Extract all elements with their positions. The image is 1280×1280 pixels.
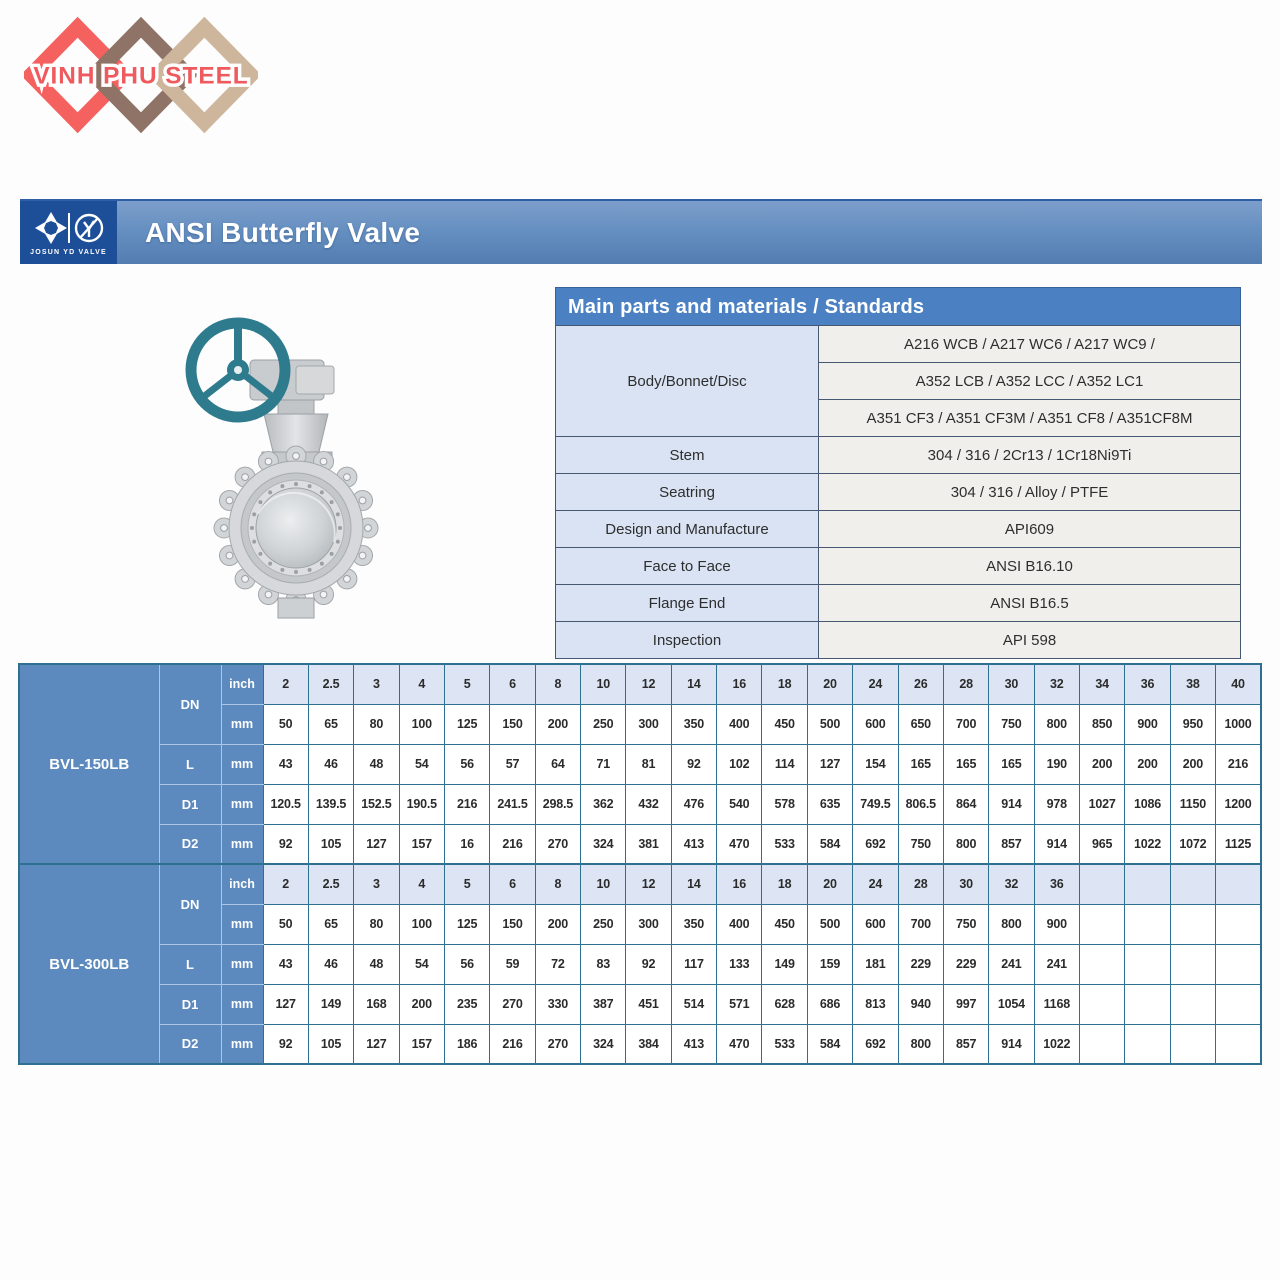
dim-value: 20 [807,864,852,904]
material-value: ANSI B16.5 [819,585,1241,622]
dim-value: 48 [354,744,399,784]
dim-value: 628 [762,984,807,1024]
param-label: D2 [159,824,221,864]
dim-value: 692 [853,1024,898,1064]
dim-value: 800 [898,1024,943,1064]
dim-value: 2.5 [308,864,353,904]
param-label: DN [159,664,221,744]
dim-value: 450 [762,904,807,944]
dim-value: 1054 [989,984,1034,1024]
dim-value: 165 [989,744,1034,784]
dim-value: 43 [263,944,308,984]
dim-value: 470 [717,1024,762,1064]
dim-value [1079,944,1124,984]
dim-value [1170,1024,1215,1064]
dim-value: 250 [581,704,626,744]
dim-value: 36 [1034,864,1079,904]
dim-value: 900 [1034,904,1079,944]
material-value: 304 / 316 / 2Cr13 / 1Cr18Ni9Ti [819,437,1241,474]
dim-value [1079,864,1124,904]
param-label: D1 [159,784,221,824]
dim-value: 500 [807,704,852,744]
dim-value: 500 [807,904,852,944]
dim-value: 50 [263,904,308,944]
dim-value: 324 [581,1024,626,1064]
dim-value: 4 [399,864,444,904]
dim-value: 476 [671,784,716,824]
dim-value: 165 [943,744,988,784]
material-label: Stem [556,437,819,474]
material-row [556,622,1241,659]
dim-value: 165 [898,744,943,784]
unit-label: mm [221,744,263,784]
dim-value: 150 [490,904,535,944]
dim-value: 152.5 [354,784,399,824]
dim-value: 413 [671,1024,716,1064]
gearbox-base [278,400,314,414]
dim-value: 864 [943,784,988,824]
dim-value: 200 [399,984,444,1024]
dim-value: 1200 [1216,784,1261,824]
model-label: BVL-300LB [19,864,159,1064]
dim-value: 28 [898,864,943,904]
dim-value: 14 [671,864,716,904]
param-label: D1 [159,984,221,1024]
dim-value: 80 [354,704,399,744]
material-label: Design and Manufacture [556,511,819,548]
brand-logo-graphic [24,12,258,136]
dim-value: 1027 [1079,784,1124,824]
model-label: BVL-150LB [19,664,159,864]
dim-value: 16 [444,824,489,864]
dim-value: 30 [943,864,988,904]
dim-row [19,1024,1261,1064]
unit-label: inch [221,864,263,904]
dim-value [1216,864,1261,904]
dim-value: 28 [943,664,988,704]
dim-value: 384 [626,1024,671,1064]
dim-value: 92 [263,1024,308,1064]
dim-value: 400 [717,704,762,744]
dim-value: 5 [444,864,489,904]
materials-title: Main parts and materials / Standards [555,287,1241,325]
param-label: DN [159,864,221,944]
dim-value: 30 [989,664,1034,704]
dim-value: 750 [989,704,1034,744]
dim-value: 578 [762,784,807,824]
dim-value: 686 [807,984,852,1024]
dim-value: 20 [807,664,852,704]
dim-value: 1150 [1170,784,1215,824]
dim-value [1170,864,1215,904]
dim-value: 50 [263,704,308,744]
dim-value: 940 [898,984,943,1024]
dim-value: 330 [535,984,580,1024]
dim-value [1170,984,1215,1024]
dim-value: 216 [444,784,489,824]
unit-label: mm [221,1024,263,1064]
dim-value: 200 [535,904,580,944]
dim-row [19,984,1261,1024]
dim-value: 18 [762,664,807,704]
dim-value: 159 [807,944,852,984]
dim-value: 300 [626,904,671,944]
dim-value: 400 [717,904,762,944]
dim-value: 8 [535,864,580,904]
dim-value [1216,1024,1261,1064]
dim-value: 914 [1034,824,1079,864]
dim-value: 40 [1216,664,1261,704]
dim-value: 10 [581,664,626,704]
dim-value: 92 [626,944,671,984]
unit-label: mm [221,944,263,984]
dim-row [19,824,1261,864]
dim-value: 584 [807,1024,852,1064]
material-label: Flange End [556,585,819,622]
dim-value: 139.5 [308,784,353,824]
param-label: L [159,944,221,984]
dim-value: 114 [762,744,807,784]
material-value: 304 / 316 / Alloy / PTFE [819,474,1241,511]
material-row [556,474,1241,511]
dim-value: 6 [490,664,535,704]
dim-row [19,664,1261,704]
dim-value: 32 [1034,664,1079,704]
dim-value: 216 [1216,744,1261,784]
dim-value: 102 [717,744,762,784]
dim-value [1125,864,1170,904]
dim-value: 600 [853,904,898,944]
dim-value: 470 [717,824,762,864]
material-label: Body/Bonnet/Disc [556,326,819,437]
dim-value: 900 [1125,704,1170,744]
dim-value: 133 [717,944,762,984]
dim-value: 81 [626,744,671,784]
dim-value: 46 [308,744,353,784]
dim-value: 200 [1125,744,1170,784]
dim-value: 978 [1034,784,1079,824]
dim-value: 56 [444,944,489,984]
dim-value: 692 [853,824,898,864]
dim-value: 3 [354,864,399,904]
param-label: L [159,744,221,784]
dim-row [19,864,1261,904]
material-value: A216 WCB / A217 WC6 / A217 WC9 / [819,326,1241,363]
dim-value: 72 [535,944,580,984]
dim-value: 105 [308,824,353,864]
dim-value: 100 [399,704,444,744]
dim-value: 46 [308,944,353,984]
dim-value: 650 [898,704,943,744]
dim-value: 1022 [1125,824,1170,864]
dim-value: 149 [308,984,353,1024]
dim-value: 229 [943,944,988,984]
maltese-cross-icon [35,212,67,244]
dim-value: 749.5 [853,784,898,824]
dim-value: 5 [444,664,489,704]
dim-value: 432 [626,784,671,824]
param-label: D2 [159,1024,221,1064]
dim-value: 125 [444,904,489,944]
bottom-tab [278,598,314,618]
dim-value: 1000 [1216,704,1261,744]
dim-value: 533 [762,824,807,864]
dim-value: 241 [989,944,1034,984]
dim-value: 700 [943,704,988,744]
material-value: ANSI B16.10 [819,548,1241,585]
dim-value: 127 [354,824,399,864]
material-label: Inspection [556,622,819,659]
brand-text: VINH PHU STEEL [33,62,249,90]
dim-value: 700 [898,904,943,944]
dim-value: 1086 [1125,784,1170,824]
dim-value: 241 [1034,944,1079,984]
dim-value [1125,944,1170,984]
dim-value: 157 [399,824,444,864]
dim-value [1216,904,1261,944]
dim-value: 2 [263,664,308,704]
gearbox-cover [296,366,334,394]
material-row [556,548,1241,585]
unit-label: mm [221,904,263,944]
dim-value: 800 [943,824,988,864]
dim-value: 149 [762,944,807,984]
dim-value [1079,984,1124,1024]
dim-value: 168 [354,984,399,1024]
dim-value: 800 [989,904,1034,944]
dim-value: 56 [444,744,489,784]
brand-logo [24,12,258,136]
dim-value: 914 [989,1024,1034,1064]
dim-value: 750 [898,824,943,864]
dim-value: 270 [490,984,535,1024]
material-value: API609 [819,511,1241,548]
dim-value: 186 [444,1024,489,1064]
dim-value: 154 [853,744,898,784]
dim-value: 965 [1079,824,1124,864]
dim-value: 24 [853,864,898,904]
dim-value: 584 [807,824,852,864]
dim-value: 127 [354,1024,399,1064]
dim-value: 857 [989,824,1034,864]
manufacturer-logo-box [20,201,117,264]
dim-row [19,944,1261,984]
dim-value: 14 [671,664,716,704]
dim-row [19,784,1261,824]
dim-value: 65 [308,904,353,944]
dim-value: 125 [444,704,489,744]
dim-value: 950 [1170,704,1215,744]
butterfly-valve-image [158,306,460,640]
materials-section [555,287,1241,659]
valve-disc [256,488,336,568]
dim-value: 200 [535,704,580,744]
dim-row [19,744,1261,784]
dim-value: 48 [354,944,399,984]
dim-value: 2 [263,864,308,904]
dim-value: 32 [989,864,1034,904]
header-bar [20,199,1262,264]
dim-value: 1168 [1034,984,1079,1024]
dim-value: 18 [762,864,807,904]
dim-table-bvl-150lb [18,663,1262,865]
dim-value: 65 [308,704,353,744]
dim-value: 750 [943,904,988,944]
dim-value: 300 [626,704,671,744]
dim-value: 3 [354,664,399,704]
dim-value: 813 [853,984,898,1024]
dim-table-bvl-300lb [18,863,1262,1065]
dim-value: 362 [581,784,626,824]
dim-value: 270 [535,1024,580,1064]
dim-value: 64 [535,744,580,784]
dim-value: 857 [943,1024,988,1064]
logo-caption: JOSUN YD VALVE [30,248,107,256]
dim-value: 59 [490,944,535,984]
dim-value: 200 [1079,744,1124,784]
dim-value: 450 [762,704,807,744]
unit-label: inch [221,664,263,704]
dim-value: 16 [717,864,762,904]
dim-value: 381 [626,824,671,864]
dim-value: 997 [943,984,988,1024]
material-row [556,585,1241,622]
dim-value: 2.5 [308,664,353,704]
material-row [556,437,1241,474]
dim-value: 190 [1034,744,1079,784]
dim-value: 216 [490,824,535,864]
dim-value: 127 [807,744,852,784]
dim-value: 324 [581,824,626,864]
dim-value: 1125 [1216,824,1261,864]
dim-value: 850 [1079,704,1124,744]
dim-value: 57 [490,744,535,784]
dim-value [1079,1024,1124,1064]
dim-value [1216,984,1261,1024]
dim-value: 10 [581,864,626,904]
dim-value: 80 [354,904,399,944]
dim-value: 600 [853,704,898,744]
dim-value: 34 [1079,664,1124,704]
dim-value: 914 [989,784,1034,824]
dim-value [1125,1024,1170,1064]
butterfly-valve-graphic [158,306,460,640]
dim-value: 350 [671,904,716,944]
dim-value: 229 [898,944,943,984]
dim-value: 92 [263,824,308,864]
dim-value: 54 [399,944,444,984]
dim-value: 16 [717,664,762,704]
dim-value [1125,904,1170,944]
material-value: A351 CF3 / A351 CF3M / A351 CF8 / A351CF8M [819,400,1241,437]
dim-value: 43 [263,744,308,784]
dim-value [1079,904,1124,944]
dim-value: 36 [1125,664,1170,704]
dim-value: 83 [581,944,626,984]
dim-value: 806.5 [898,784,943,824]
dim-value: 241.5 [490,784,535,824]
dim-value: 4 [399,664,444,704]
dim-value: 6 [490,864,535,904]
dim-value: 12 [626,664,671,704]
dim-value: 105 [308,1024,353,1064]
dim-value: 150 [490,704,535,744]
dim-value: 1022 [1034,1024,1079,1064]
dim-value: 190.5 [399,784,444,824]
material-label: Face to Face [556,548,819,585]
dim-value: 270 [535,824,580,864]
material-row [556,326,1241,363]
dim-value: 350 [671,704,716,744]
dim-value: 24 [853,664,898,704]
dim-value: 127 [263,984,308,1024]
dim-value [1170,904,1215,944]
dim-value: 100 [399,904,444,944]
materials-table [555,325,1241,659]
dim-value: 451 [626,984,671,1024]
dim-value: 298.5 [535,784,580,824]
dim-value [1170,944,1215,984]
page-title: ANSI Butterfly Valve [145,216,421,248]
yd-monogram-icon [76,215,102,241]
dim-value: 8 [535,664,580,704]
dimensions-section [18,663,1262,1065]
dim-value: 635 [807,784,852,824]
dim-value: 12 [626,864,671,904]
dim-value: 800 [1034,704,1079,744]
unit-label: mm [221,704,263,744]
dim-value: 387 [581,984,626,1024]
dim-value: 120.5 [263,784,308,824]
dim-value [1125,984,1170,1024]
dim-value: 533 [762,1024,807,1064]
dim-value: 571 [717,984,762,1024]
material-label: Seatring [556,474,819,511]
dim-value: 157 [399,1024,444,1064]
dim-value: 26 [898,664,943,704]
material-value: API 598 [819,622,1241,659]
dim-value: 250 [581,904,626,944]
material-row [556,511,1241,548]
dim-value: 92 [671,744,716,784]
unit-label: mm [221,984,263,1024]
dim-value: 200 [1170,744,1215,784]
material-value: A352 LCB / A352 LCC / A352 LC1 [819,363,1241,400]
dim-value: 181 [853,944,898,984]
unit-label: mm [221,784,263,824]
unit-label: mm [221,824,263,864]
dim-value: 540 [717,784,762,824]
dim-value: 413 [671,824,716,864]
dim-value: 54 [399,744,444,784]
dim-value: 235 [444,984,489,1024]
dim-value: 71 [581,744,626,784]
dim-value: 216 [490,1024,535,1064]
dim-value [1216,944,1261,984]
manufacturer-logo [31,210,107,246]
dim-value: 1072 [1170,824,1215,864]
dim-value: 117 [671,944,716,984]
dim-value: 514 [671,984,716,1024]
dim-value: 38 [1170,664,1215,704]
